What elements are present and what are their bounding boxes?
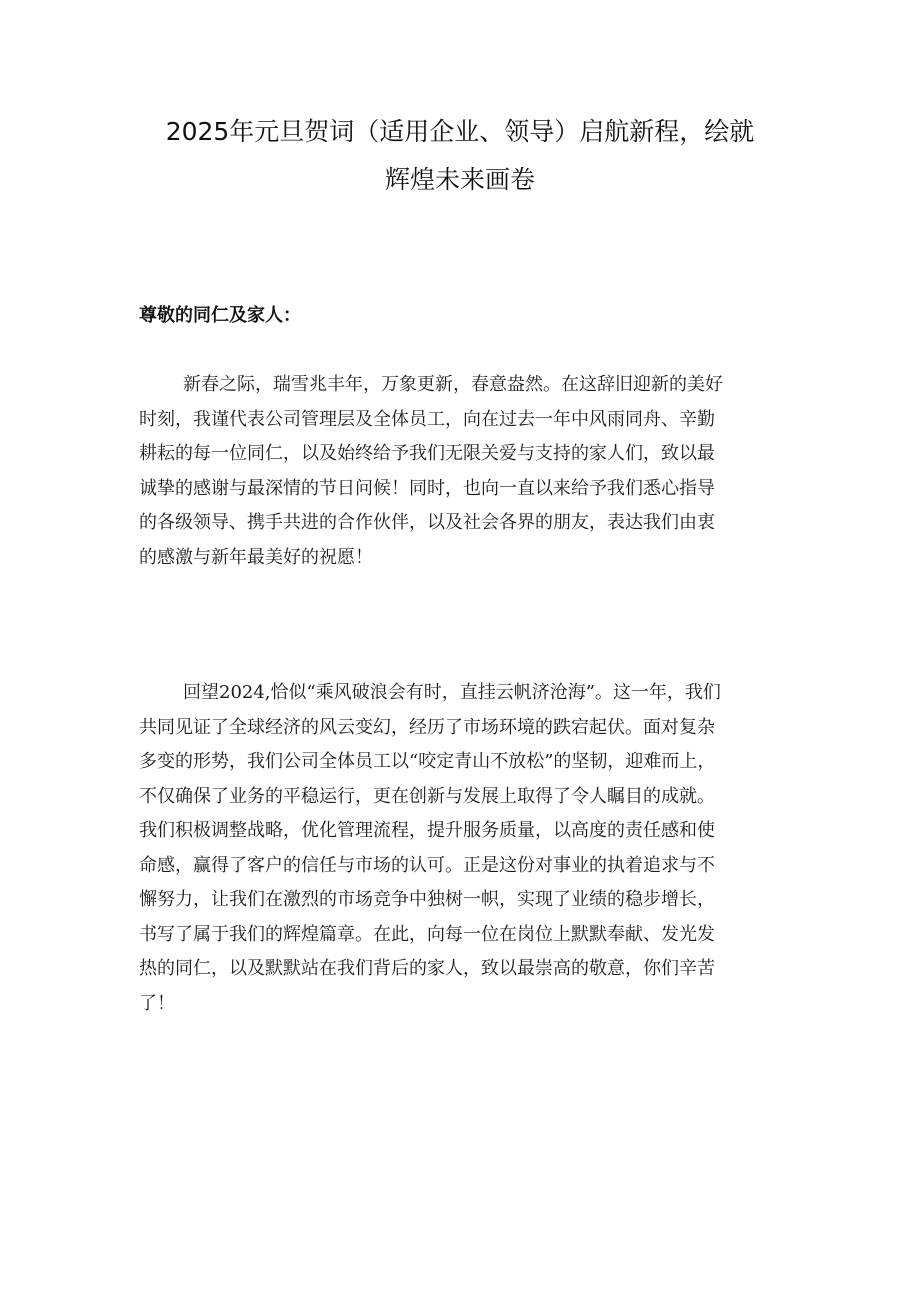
paragraph-line: 热的同仁，以及默默站在我们背后的家人，致以最崇高的敬意，你们辛苦 bbox=[139, 958, 715, 979]
document-title bbox=[120, 108, 800, 204]
salutation: 尊敬的同仁及家人： bbox=[139, 305, 301, 326]
paragraph-line: 新春之际，瑞雪兆丰年，万象更新，春意盎然。在这辞旧迎新的美好 bbox=[183, 374, 723, 395]
paragraph-new-year-greeting bbox=[139, 368, 790, 575]
title-line-1: 2025年元旦贺词（适用企业、领导）启航新程，绘就 bbox=[165, 117, 755, 146]
paragraph-line: 多变的形势，我们公司全体员工以“咬定青山不放松”的坚韧，迎难而上， bbox=[139, 751, 716, 772]
paragraph-line: 回望2024,恰似“乘风破浪会有时，直挂云帆济沧海”。这一年，我们 bbox=[183, 682, 721, 703]
paragraph-line: 懈努力，让我们在激烈的市场竞争中独树一帜，实现了业绩的稳步增长， bbox=[139, 889, 715, 910]
title-line-2: 辉煌未来画卷 bbox=[384, 165, 535, 194]
paragraph-line: 了！ bbox=[139, 992, 175, 1014]
paragraph-line: 命感，赢得了客户的信任与市场的认可。正是这份对事业的执着追求与不 bbox=[139, 854, 715, 876]
paragraph-line: 耕耘的每一位同仁，以及始终给予我们无限关爱与支持的家人们，致以最 bbox=[139, 443, 715, 464]
paragraph-line: 书写了属于我们的辉煌篇章。在此，向每一位在岗位上默默奉献、发光发 bbox=[139, 923, 715, 945]
paragraph-line: 诚挚的感谢与最深情的节日问候！同时，也向一直以来给予我们悉心指导 bbox=[139, 477, 715, 499]
paragraph-line: 共同见证了全球经济的风云变幻，经历了市场环境的跌宕起伏。面对复杂 bbox=[139, 716, 715, 738]
paragraph-line: 的各级领导、携手共进的合作伙伴，以及社会各界的朋友，表达我们由衷 bbox=[139, 512, 715, 533]
paragraph-line: 不仅确保了业务的平稳运行，更在创新与发展上取得了令人瞩目的成就。 bbox=[139, 785, 715, 807]
paragraph-line: 我们积极调整战略，优化管理流程，提升服务质量，以高度的责任感和使 bbox=[139, 820, 715, 841]
paragraph-review-2024 bbox=[139, 676, 790, 1021]
paragraph-line: 时刻，我谨代表公司管理层及全体员工，向在过去一年中风雨同舟、辛勤 bbox=[139, 408, 715, 430]
paragraph-line: 的感激与新年最美好的祝愿！ bbox=[139, 546, 373, 568]
